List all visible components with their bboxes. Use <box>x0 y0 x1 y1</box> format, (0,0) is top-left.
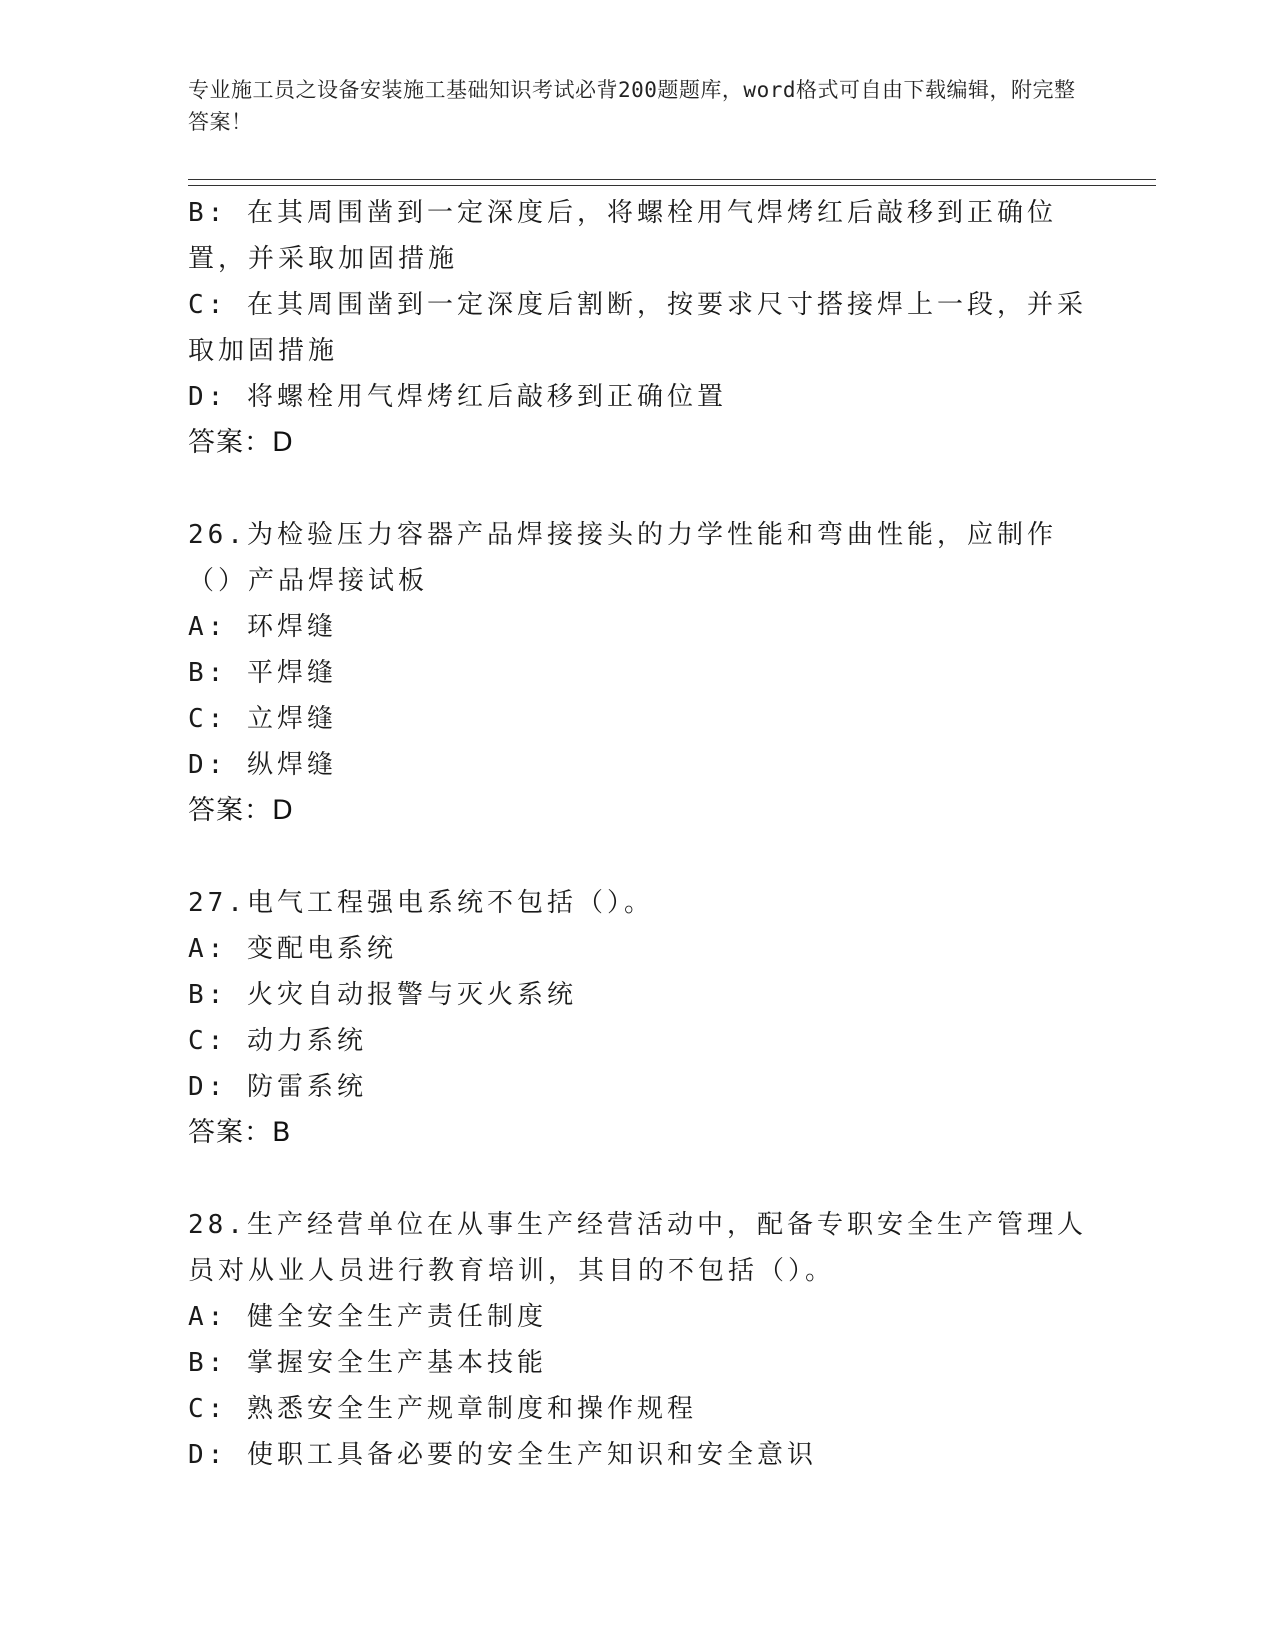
question-text: 27.电气工程强电系统不包括（）。 <box>188 888 654 918</box>
option-b: B: 掌握安全生产基本技能 <box>188 1348 547 1378</box>
option-b: B: 在其周围凿到一定深度后，将螺栓用气焊烤红后敲移到正确位置，并采取加固措施 <box>188 198 1057 274</box>
option-d: D: 将螺栓用气焊烤红后敲移到正确位置 <box>188 382 727 412</box>
option-a: A: 变配电系统 <box>188 934 397 964</box>
question-text: 28.生产经营单位在从事生产经营活动中，配备专职安全生产管理人员对从业人员进行教育培训，其目的不包括（）。 <box>188 1210 1087 1286</box>
option-d: D: 使职工具备必要的安全生产知识和安全意识 <box>188 1440 817 1470</box>
header-rule-bottom <box>188 185 1156 186</box>
question-content <box>188 190 1088 1478</box>
answer: 答案：D <box>188 795 294 826</box>
option-c: C: 动力系统 <box>188 1026 367 1056</box>
option-a: A: 健全安全生产责任制度 <box>188 1302 547 1332</box>
question-text: 26.为检验压力容器产品焊接接头的力学性能和弯曲性能，应制作（）产品焊接试板 <box>188 520 1057 596</box>
question-continued <box>188 190 1088 466</box>
option-c: C: 在其周围凿到一定深度后割断，按要求尺寸搭接焊上一段，并采取加固措施 <box>188 290 1087 366</box>
option-a: A: 环焊缝 <box>188 612 337 642</box>
answer: 答案：B <box>188 1117 292 1148</box>
option-b: B: 火灾自动报警与灭火系统 <box>188 980 577 1010</box>
question-27 <box>188 880 1088 1156</box>
option-c: C: 熟悉安全生产规章制度和操作规程 <box>188 1394 697 1424</box>
page-header: 专业施工员之设备安装施工基础知识考试必背200题题库，word格式可自由下载编辑，附完整答案！ <box>188 78 1076 134</box>
option-d: D: 防雷系统 <box>188 1072 367 1102</box>
option-b: B: 平焊缝 <box>188 658 337 688</box>
option-c: C: 立焊缝 <box>188 704 337 734</box>
option-d: D: 纵焊缝 <box>188 750 337 780</box>
header-rule-top <box>188 179 1156 180</box>
answer: 答案：D <box>188 427 294 458</box>
question-28 <box>188 1202 1088 1478</box>
question-26 <box>188 512 1088 834</box>
